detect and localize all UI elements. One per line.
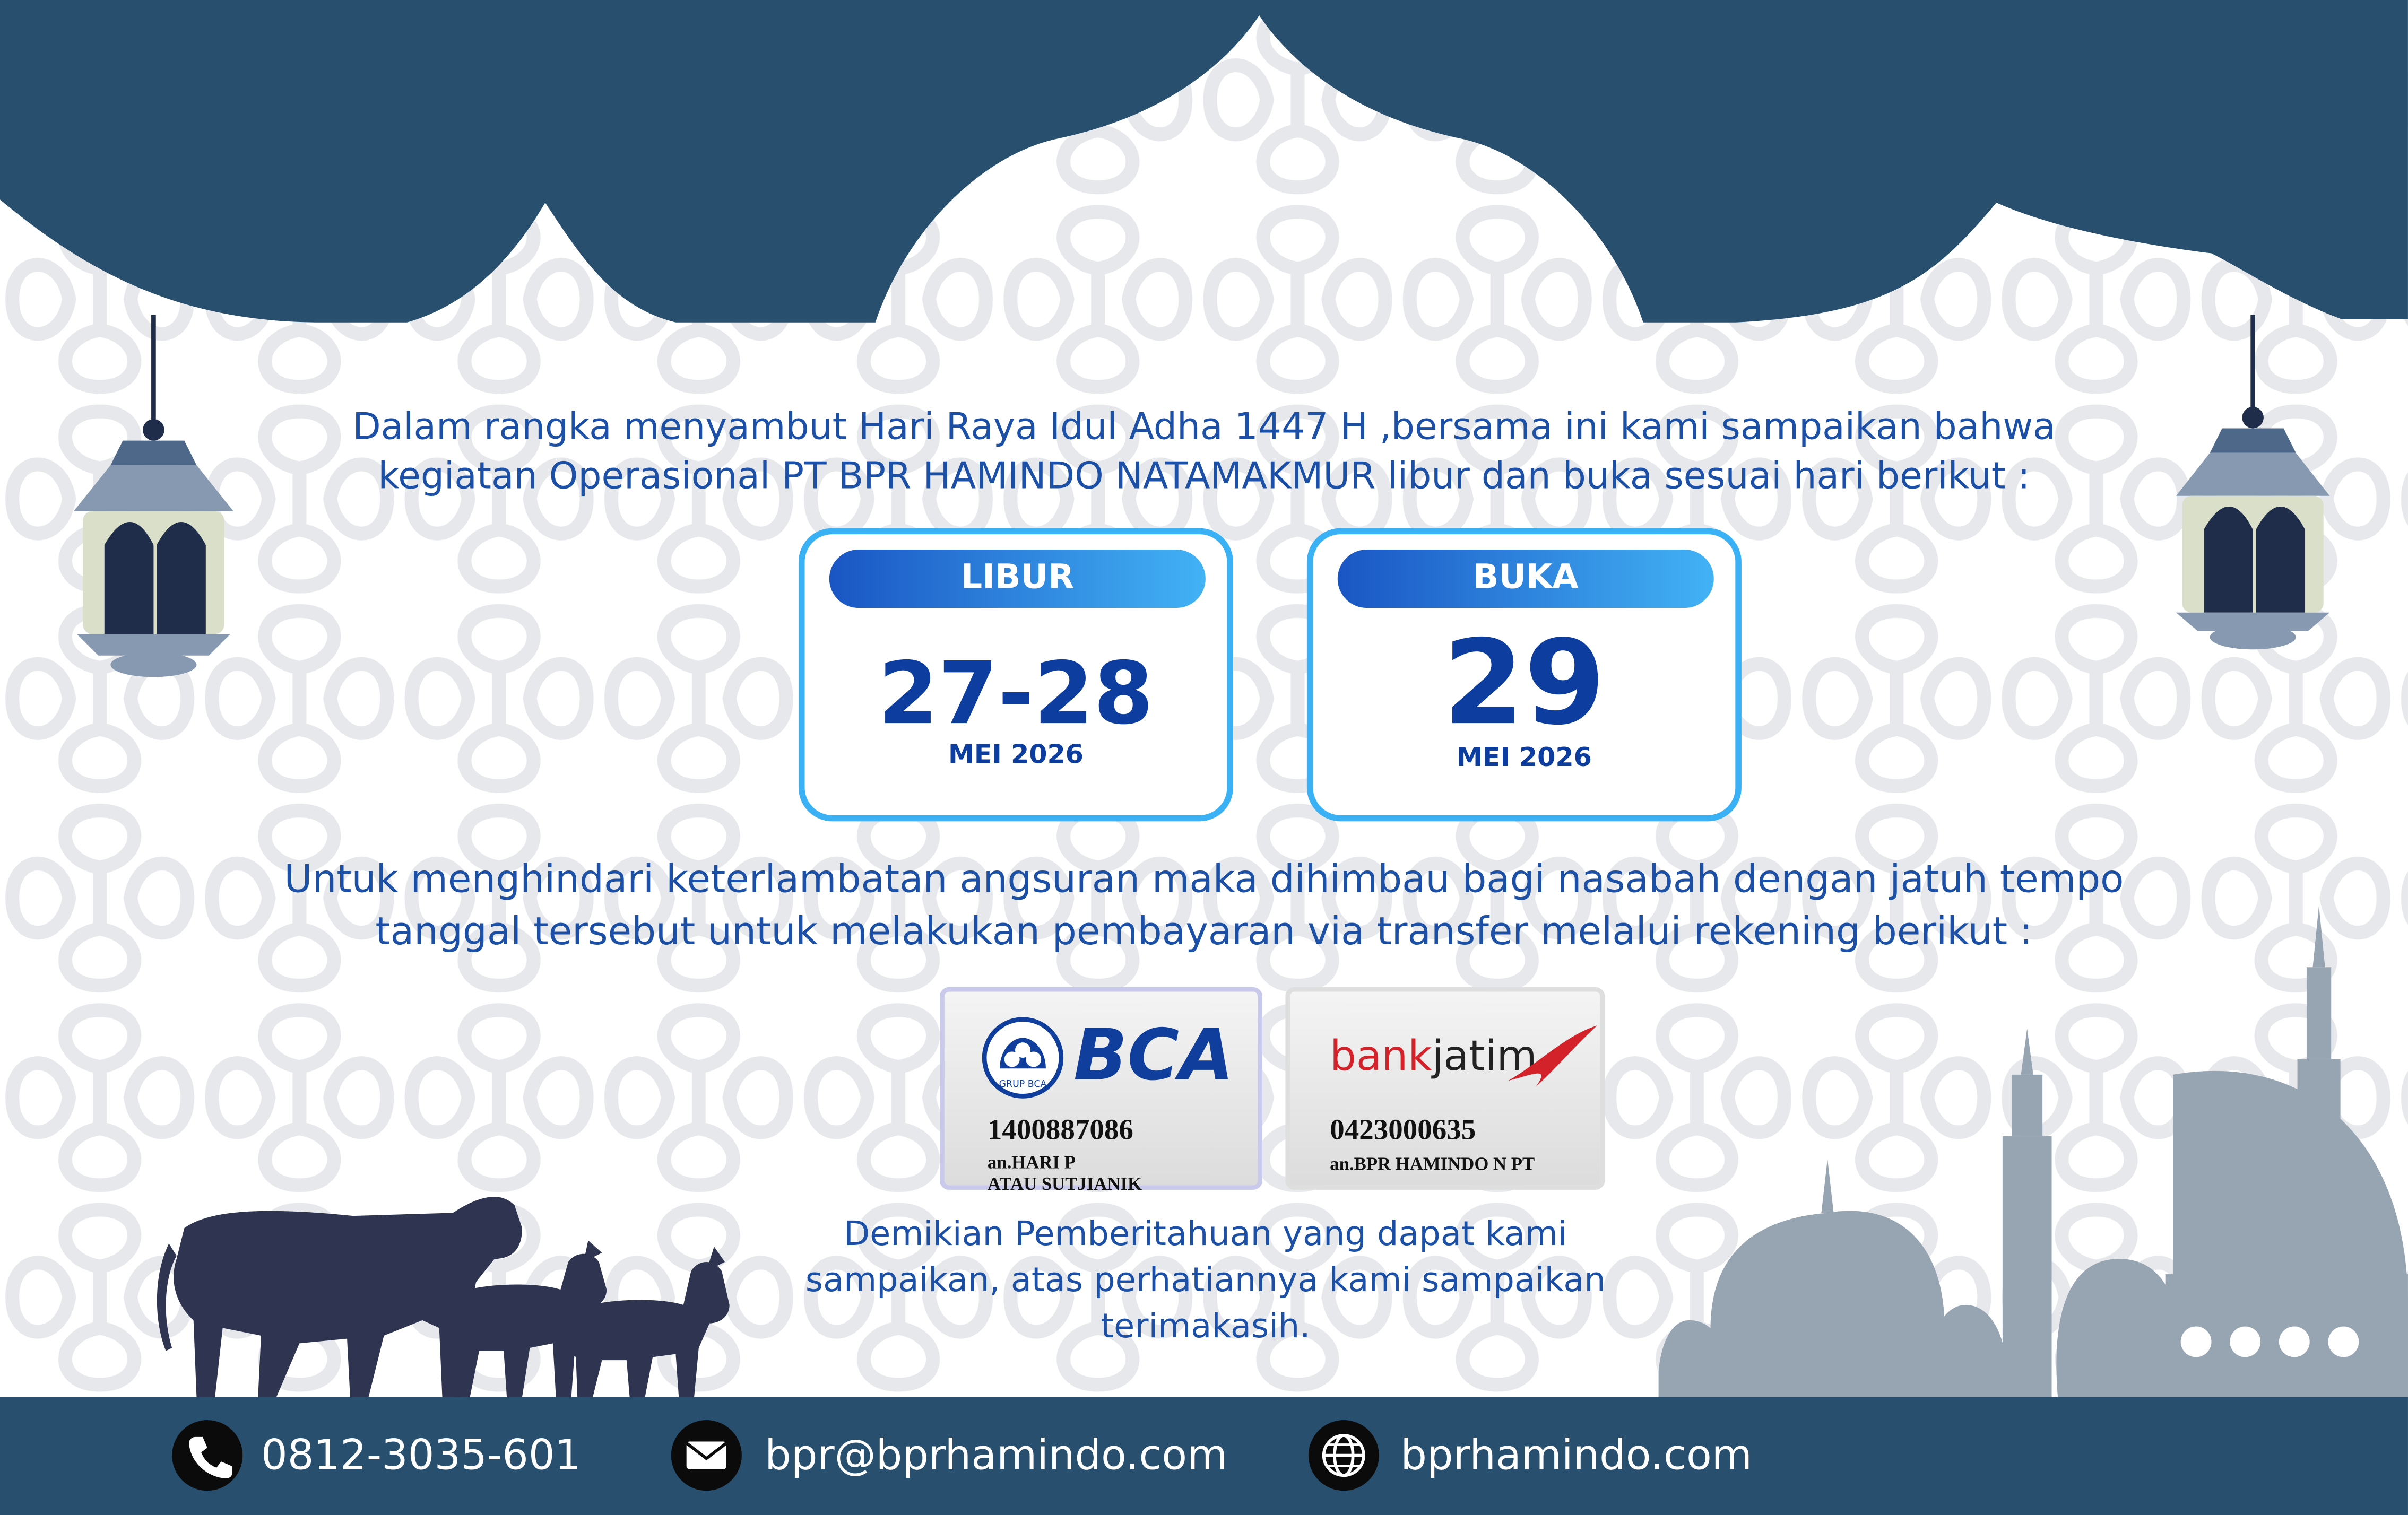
globe-icon (1309, 1420, 1379, 1491)
bca-holder-line-1: an.HARI P (987, 1151, 1076, 1173)
libur-label: LIBUR (829, 550, 1206, 608)
bca-sub-label: GRUP BCA (999, 1079, 1047, 1090)
notice-line-2: tanggal tersebut untuk melakukan pembayaran via transfer melalui rekening berikut : (375, 909, 2033, 954)
bankjatim-holder-line-1: an.BPR HAMINDO N PT (1330, 1153, 1535, 1174)
bca-account-number: 1400887086 (987, 1115, 1133, 1147)
buka-label: BUKA (1338, 550, 1714, 608)
top-banner (0, 0, 2408, 369)
email-icon (671, 1420, 742, 1491)
notice-text (0, 854, 2408, 958)
notice-line-1: Untuk menghindari keterlambatan angsuran maka dihimbau bagi nasabah dengan jatuh tempo (284, 856, 2124, 901)
footer-website[interactable]: bprhamindo.com (1400, 1432, 1752, 1480)
buka-month: MEI 2026 (1456, 743, 1592, 774)
bca-logo-icon (981, 1016, 1064, 1099)
bankjatim-brand-part1: bank (1330, 1033, 1432, 1081)
bca-holder-line-2: ATAU SUTJIANIK (987, 1173, 1142, 1195)
bankjatim-account-number: 0423000635 (1330, 1115, 1476, 1147)
buka-card (1307, 528, 1742, 822)
footer-phone[interactable]: 0812-3035-601 (261, 1432, 582, 1480)
livestock-silhouette-icon (153, 1167, 737, 1413)
phone-icon (172, 1420, 242, 1491)
mosque-silhouette-icon (1659, 906, 2408, 1397)
bca-account-card (940, 987, 1262, 1195)
bankjatim-swoosh-icon (1505, 1020, 1600, 1090)
intro-text (0, 402, 2408, 500)
libur-card (799, 528, 1233, 822)
intro-line-2: kegiatan Operasional PT BPR HAMINDO NATAMAKMUR libur dan buka sesuai hari berikut : (378, 454, 2030, 498)
closing-text (722, 1213, 1689, 1351)
closing-line-3: terimakasih. (1101, 1308, 1311, 1347)
libur-month: MEI 2026 (948, 739, 1084, 771)
closing-line-2: sampaikan, atas perhatiannya kami sampaikan (805, 1261, 1606, 1301)
bankjatim-account-card (1285, 987, 1605, 1190)
closing-line-1: Demikian Pemberitahuan yang dapat kami (844, 1216, 1567, 1255)
intro-line-1: Dalam rangka menyambut Hari Raya Idul Adha 1447 H ,bersama ini kami sampaikan bahwa (352, 405, 2056, 449)
footer-email[interactable]: bpr@bprhamindo.com (765, 1432, 1228, 1480)
buka-date: 29 (1443, 614, 1606, 751)
libur-date: 27-28 (878, 645, 1154, 745)
bca-brand: BCA (1073, 1013, 1234, 1096)
bankjatim-brand-part2: jatim (1432, 1033, 1537, 1081)
